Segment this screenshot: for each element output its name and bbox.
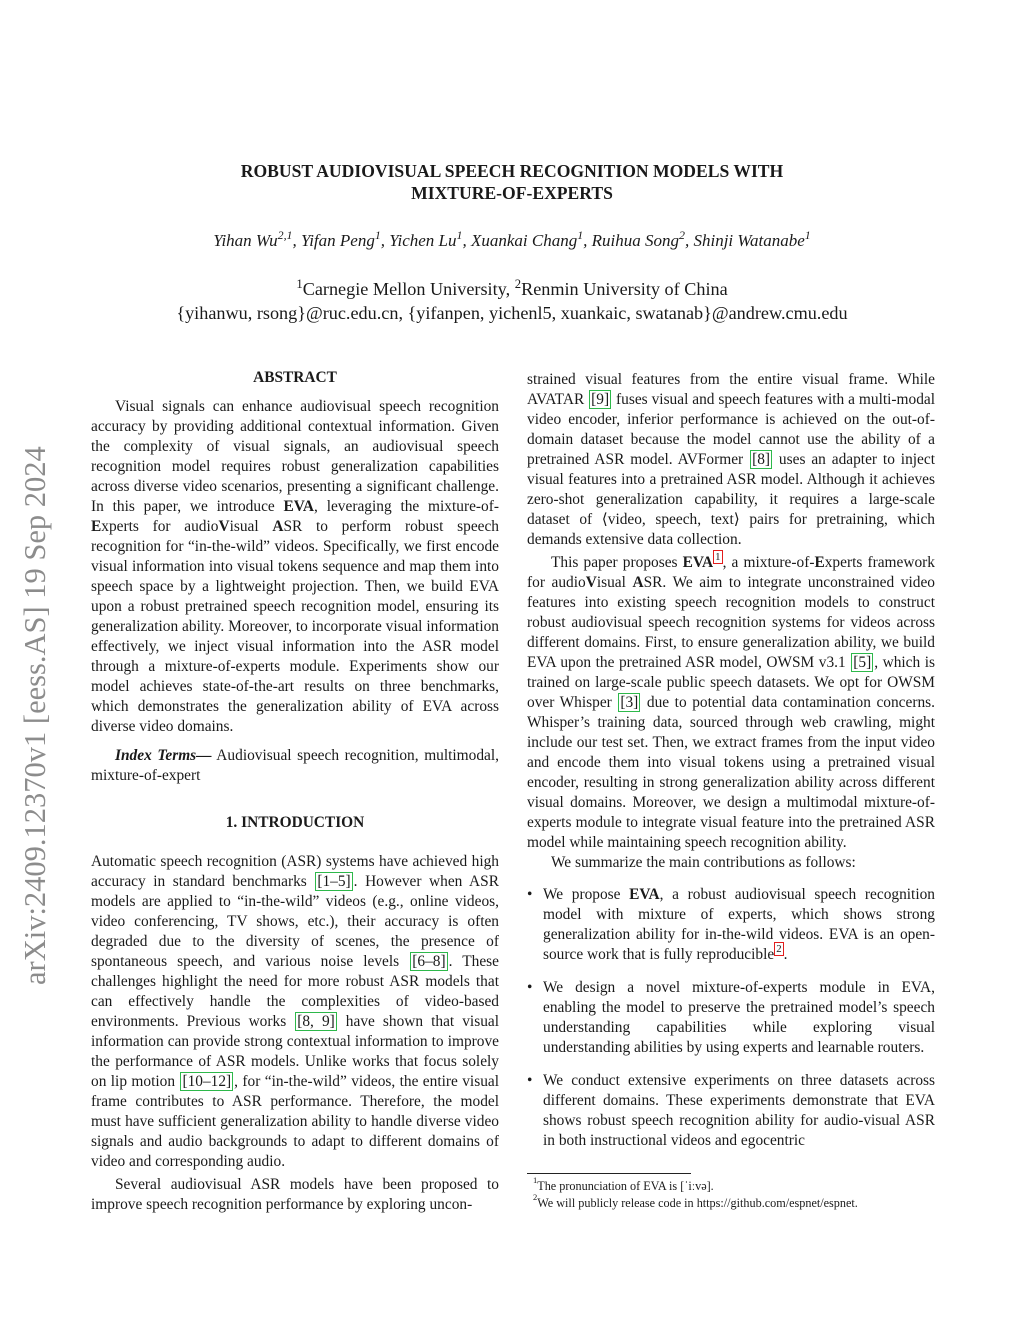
footnote-link[interactable]: 1 [715,551,721,563]
footnote-link[interactable]: 2 [776,943,782,955]
citation-link[interactable]: [3] [620,694,639,711]
intro-paragraph-1: Automatic speech recognition (ASR) systems have achieved high accuracy in standard benchmarks [1–5] . However when ASR models are applied to “in-the-wild” videos (e.g., online videos, video conferencing, TV shows, etc.), their accuracy is often degraded due to the diversity of scenes, the presence of spontaneous speech, and various noise levels [6–8] . These challenges highlight the need for more robust ASR models that can effectively handle the complexities of video-based environments. Previous works [8, 9] have shown that visual information can provide strong contextual information to improve the performance of ASR models. Unlike works that focus solely on lip motion [10–12] , for “in-the-wild” videos, the entire visual frame contributes to ASR performance. Therefore, the model must have sufficient generalization ability to handle diverse video signals and audio backgrounds to adapt to different domains of video and corresponding audio. [91,853,500,1170]
author: Yifan Peng$^1$, [301,228,390,250]
citation-link[interactable]: [6–8] [412,953,446,970]
author: Shinji Watanabe$^1$ [693,228,811,250]
list-item: • We propose EVA, a robust audiovisual speech recognition model with mixture of experts, which shows strong generalization ability for in-the-wild videos. EVA is an open-source work that is fully reproducible $^2$ . [527,886,935,963]
bullet-icon: • [527,886,533,903]
citation-link[interactable]: [10–12] [182,1073,232,1090]
footnote-1: $^1$The pronunciation of EVA is [ˈiːvə]. [533,1175,714,1193]
abstract-heading: ABSTRACT [253,369,337,386]
email-line: {yihanwu, rsong}@ruc.edu.cn, {yifanpen, yichenl5, xuankaic, swatanab}@andrew.cmu.edu [176,303,848,323]
contribution-list [527,885,935,1151]
paper-title [140,160,884,204]
arxiv-id: arXiv:2409.12370v1 [eess.AS] 19 Sep 2024 [18,446,52,985]
author: Xuankai Chang$^1$, [470,228,592,250]
title-line-2: MIXTURE-OF-EXPERTS [411,183,613,203]
arxiv-sidebar-stamp [14,345,64,985]
right-paragraph-1: strained visual features from the entire visual frame. While AVATAR [9] fuses visual and speech features with a multi-modal video encoder, inferior performance is achieved on the out-of-domain dataset because the model cannot use the ability of a pretrained ASR model. AVFormer [8] uses an adapter to inject visual features into a pretrained ASR model. Although it achieves zero-shot generalization capability, it requires a large-scale dataset of ⟨video, speech, text⟩ pairs for pretraining, which demands extensive data collection. [527,371,936,548]
index-terms: Index Terms— Audiovisual speech recognition, multimodal, mixture-of-expert [91,747,500,784]
citation-link[interactable]: [8] [752,451,771,468]
citation-link[interactable]: [1–5] [317,873,351,890]
left-column [91,368,499,1215]
author-list [100,228,924,251]
abstract-text: Visual signals can enhance audiovisual speech recognition accuracy by providing additional contextual information. Given the complexity of visual signals, an audiovisual speech recognition model requires robust generalization capabilities across diverse video scenarios, presenting a significant challenge. In this paper, we introduce EVA, leveraging the mixture-of-Experts for audioVisual ASR to perform robust speech recognition for “in-the-wild” videos. Specifically, we first encode visual information into visual tokens sequence and map them into speech space by a lightweight projection. Then, we build EVA upon a robust pretrained speech recognition model, ensuring its generalization ability. Moreover, to incorporate visual information effectively, we inject visual information into the ASR model through a mixture-of-experts module. Experiments show our model achieves state-of-the-art results on three benchmarks, which demonstrates the generalization ability of EVA across diverse video domains. [91,398,500,735]
footnote-rule [527,1173,691,1174]
citation-link[interactable]: [5] [853,654,872,671]
bullet-icon: • [527,979,533,996]
intro-heading: 1. INTRODUCTION [225,814,365,831]
bullet-icon: • [527,1072,533,1089]
citation-link[interactable]: [8, 9] [297,1013,335,1030]
affiliations [100,277,924,325]
author: Yichen Lu$^1$, [389,228,471,250]
author: Yihan Wu$^{2,1}$, [213,228,302,250]
list-item: • We conduct extensive experiments on three datasets across different domains. These experiments demonstrate that EVA shows robust speech recognition ability for audio-visual ASR in both instructional videos and egocentric [527,1072,935,1149]
list-item: • We design a novel mixture-of-experts module in EVA, enabling the model to preserve the pretrained model’s speech understanding capabilities while exploring visual understanding abilities by using experts and learnable routers. [527,979,935,1056]
right-column [527,370,935,1151]
institution-line: $^1$Carnegie Mellon University, $^2$Renmin University of China [296,277,728,299]
title-line-1: ROBUST AUDIOVISUAL SPEECH RECOGNITION MODELS WITH [240,161,784,181]
right-paragraph-3: We summarize the main contributions as follows: [551,854,856,871]
citation-link[interactable]: [9] [591,391,610,408]
intro-paragraph-2: Several audiovisual ASR models have been proposed to improve speech recognition performance by exploring uncon- [91,1176,499,1213]
author: Ruihua Song$^2$, [591,228,694,250]
right-paragraph-2: This paper proposes EVA $^1$ , a mixture-of-Experts framework for audioVisual ASR. We aim to integrate unconstrained video features into existing speech recognition models to construct robust audiovisual speech recognition systems for videos across different domains. First, to ensure generalization ability, we build EVA upon the pretrained ASR model, OWSM v3.1 [5] , which is trained on large-scale public speech datasets. We opt for OWSM over Whisper [3] due to potential data contamination concerns. Whisper’s training data, sourced through web crawling, might include our test set. Then, we extract frames from the input video and encode them into visual tokens using a pretrained visual encoder, resulting in strong generalization ability across different visual domains. Moreover, we design a multimodal mixture-of-experts module to integrate visual feature into the pretrained ASR model while maintaining speech recognition ability. [527,551,935,851]
footnote-2: $^2$We will publicly release code in https://github.com/espnet/espnet. [533,1192,858,1210]
